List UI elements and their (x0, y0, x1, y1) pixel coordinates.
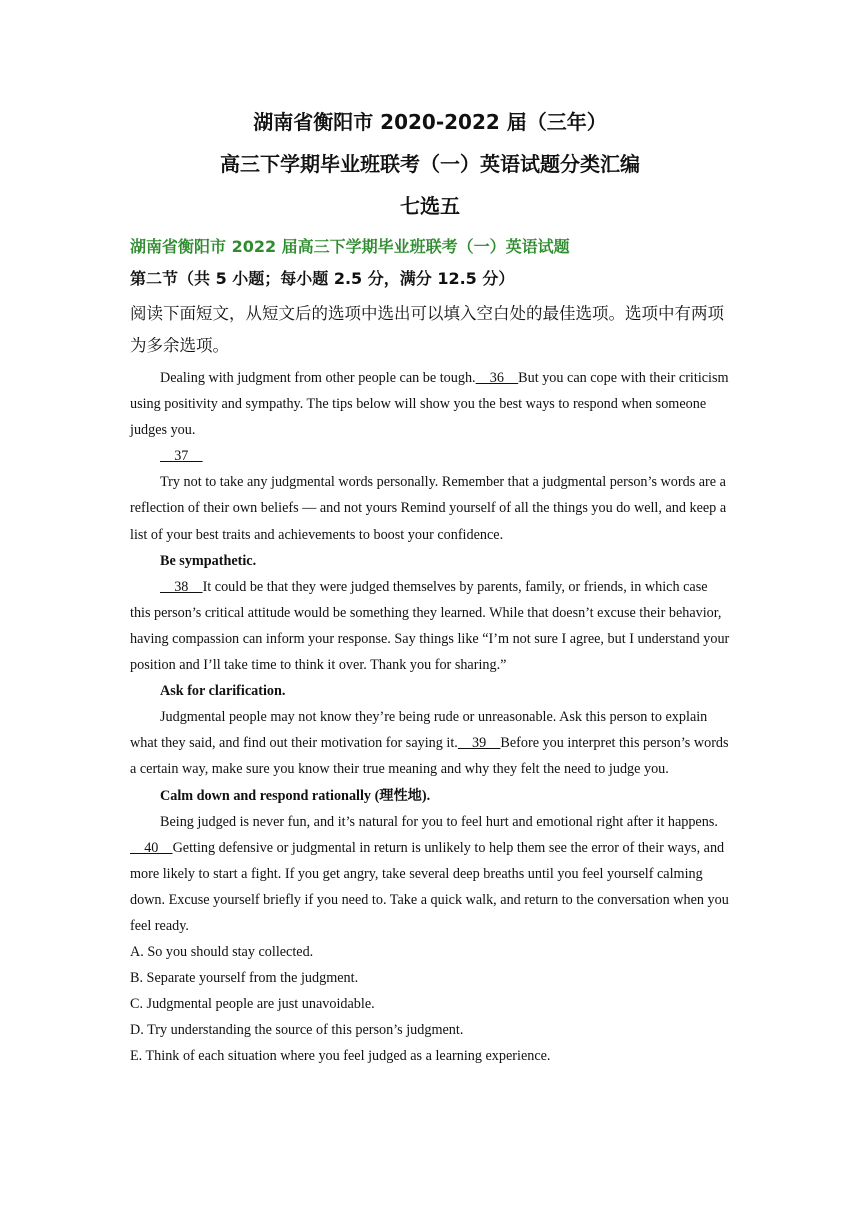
blank-40: 40 (130, 839, 173, 856)
paragraph-2: Try not to take any judgmental words personally. Remember that a judgmental person’s words are a reflection of their own beliefs — and not yours Remind yourself of all the things you do well, and keep a list of your best traits and achievements to boost your confidence. (130, 474, 727, 543)
document-title-line1: 湖南省衡阳市 2020-2022 届（三年） (253, 110, 607, 134)
blank-36: 36 (475, 370, 519, 386)
option-b: B. Separate yourself from the judgment. (130, 970, 359, 987)
paragraph-4 (130, 704, 730, 782)
heading-ask-clarification: Ask for clarification. (160, 683, 286, 700)
heading-calm-down: Calm down and respond rationally (理性地). (160, 787, 431, 804)
heading-be-sympathetic: Be sympathetic. (160, 552, 257, 569)
paragraph-text: Getting defensive or judgmental in return is unlikely to help them see the error of their ways, and more likely to start a fight. If you get angry, take several deep breaths until you feel yourself calming down. Excuse yourself briefly if you need to. Take a quick walk, and return to the conversation when you feel ready. (130, 839, 729, 934)
paragraph-text: It could be that they were judged themselves by parents, family, or friends, in which case this person’s critical attitude would be something they learned. While that doesn’t excuse their behavior, having compassion can inform your response. Say things like “I’m not sure I agree, but I understand your position and I’ll take time to think it over. Thank you for sharing.” (130, 578, 730, 674)
paragraph-blank-37 (130, 443, 730, 469)
option-c: C. Judgmental people are just unavoidable. (130, 996, 375, 1013)
exam-subtitle: 湖南省衡阳市 2022 届高三下学期毕业班联考（一）英语试题 (130, 237, 570, 256)
option-a: A. So you should stay collected. (130, 944, 314, 961)
paragraph-1 (130, 365, 730, 443)
blank-38: 38 (160, 578, 203, 595)
paragraph-3 (130, 574, 730, 678)
paragraph-text: Being judged is never fun, and it’s natural for you to feel hurt and emotional right after it happens. (160, 813, 718, 830)
paragraph-5 (130, 809, 730, 939)
paragraph-text: But you can cope with their criticism using positivity and sympathy. The tips below will show you the best ways to respond when someone judges you. (130, 370, 729, 439)
paragraph-text: Judgmental people may not know they’re being rude or unreasonable. Ask this person to explain what they said, and find out their motivation for saying it. (130, 709, 708, 752)
option-d: D. Try understanding the source of this person’s judgment. (130, 1022, 464, 1039)
section-heading: 第二节（共 5 小题；每小题 2.5 分，满分 12.5 分） (130, 269, 515, 288)
blank-37: 37 (160, 448, 203, 465)
paragraph-text: Before you interpret this person’s words a certain way, make sure you know their true meaning and why they felt the need to judge you. (130, 735, 729, 778)
paragraph-text: Dealing with judgment from other people can be tough. (160, 370, 476, 386)
passage (130, 365, 730, 1070)
document-title-line2: 高三下学期毕业班联考（一）英语试题分类汇编 (220, 152, 640, 176)
instructions: 阅读下面短文，从短文后的选项中选出可以填入空白处的最佳选项。选项中有两项为多余选项。 (130, 304, 724, 355)
option-e: E. Think of each situation where you feel judged as a learning experience. (130, 1048, 551, 1065)
document-title-line3: 七选五 (400, 194, 460, 218)
blank-39: 39 (457, 735, 501, 752)
